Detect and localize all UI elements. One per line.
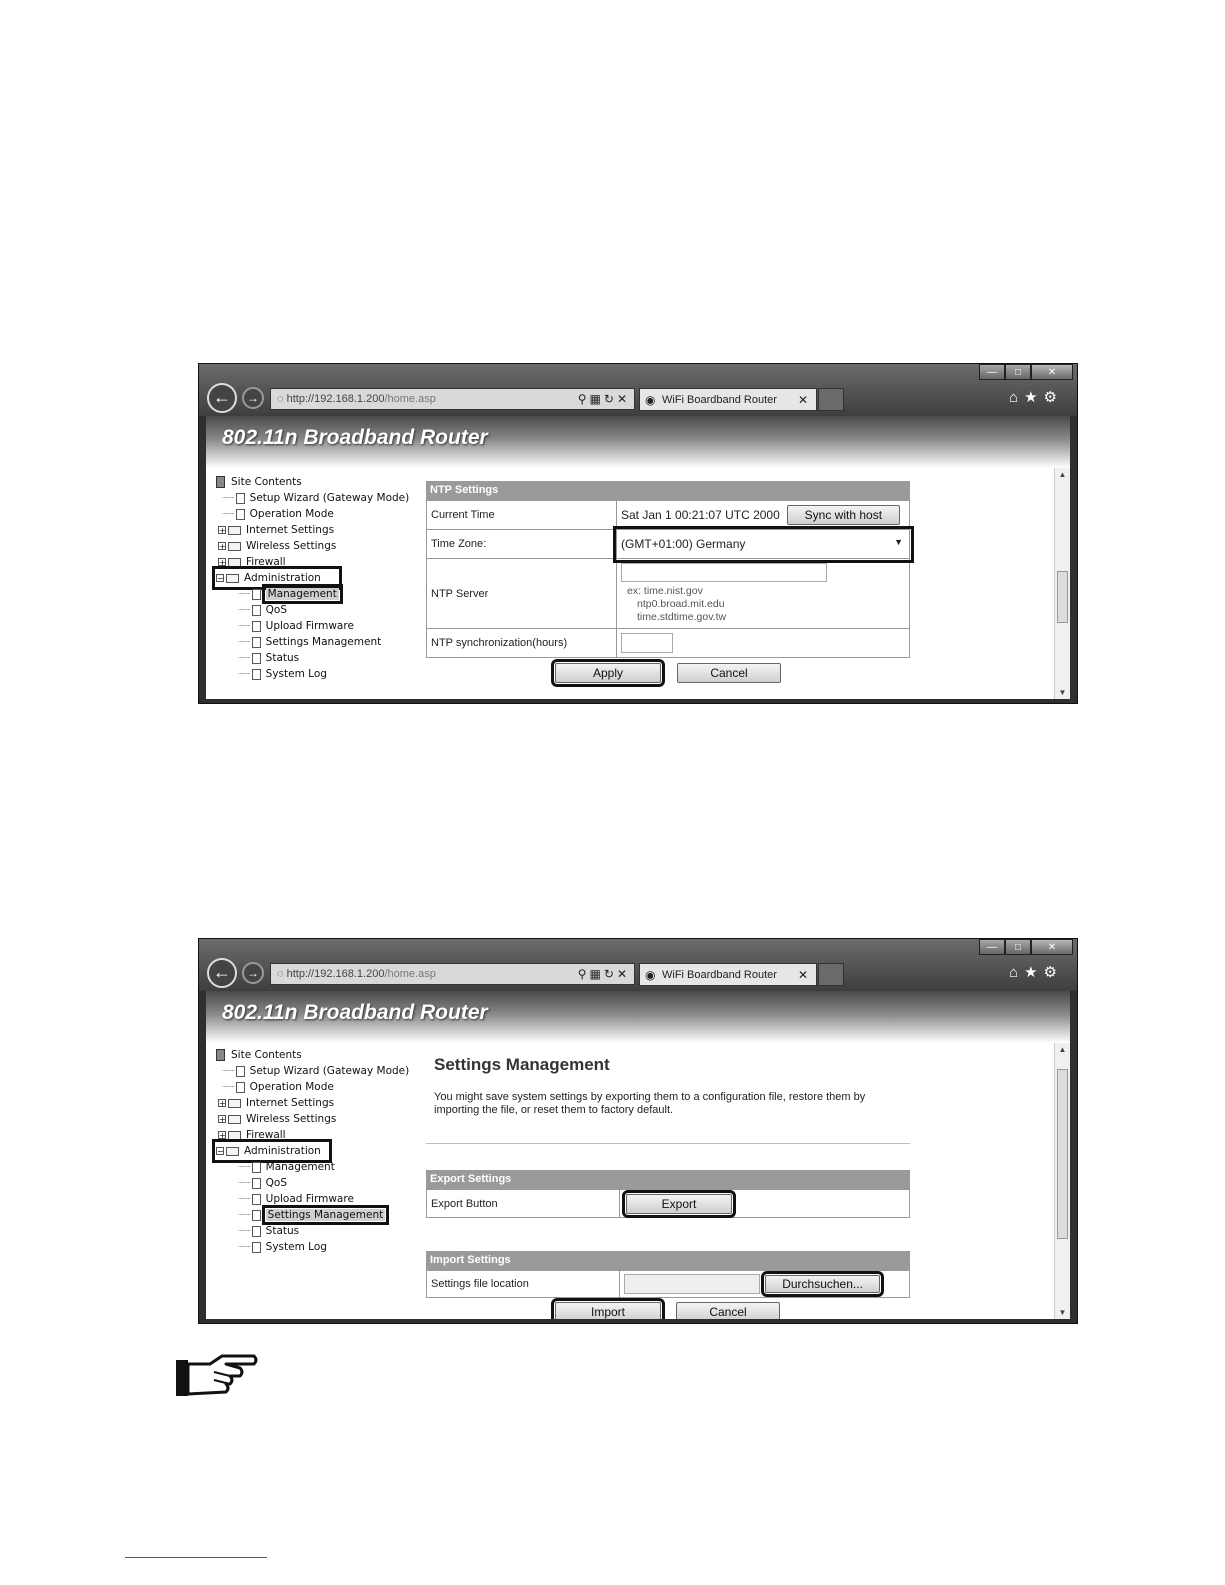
stop-icon[interactable]: ✕ <box>616 967 630 981</box>
banner-title: 802.11n Broadband Router <box>222 1001 488 1024</box>
browser-window-ntp <box>198 363 1078 704</box>
tree-item-management[interactable]: ┈┈ Management <box>238 1161 335 1173</box>
import-cell <box>620 1271 910 1298</box>
browser-window-settings <box>198 938 1078 1324</box>
compat-icon[interactable]: ▦ <box>589 392 604 406</box>
folder-icon <box>228 1115 241 1124</box>
tab-close-icon[interactable]: ✕ <box>797 393 808 407</box>
router-banner <box>206 991 1070 1043</box>
document-icon <box>252 1242 261 1253</box>
address-bar[interactable] <box>270 963 635 985</box>
folder-icon <box>228 1131 241 1140</box>
stop-icon[interactable]: ✕ <box>616 392 630 406</box>
import-button[interactable]: Import <box>555 1302 661 1319</box>
tree-item-firewall[interactable]: + Firewall <box>219 1129 286 1141</box>
tree-item-qos[interactable]: ┈┈ QoS <box>238 1177 288 1189</box>
tree-root[interactable]: Site Contents <box>216 474 302 490</box>
document-icon <box>252 605 261 616</box>
ntp-sync-hours-label: NTP synchronization(hours) <box>427 629 617 658</box>
search-icon[interactable]: ⚲ <box>577 392 590 406</box>
apply-button[interactable]: Apply <box>555 663 661 683</box>
cancel-button[interactable]: Cancel <box>677 663 781 683</box>
document-icon <box>252 621 261 632</box>
refresh-icon[interactable]: ↻ <box>603 392 617 406</box>
pointing-hand-icon <box>170 1350 260 1406</box>
window-controls <box>979 364 1073 380</box>
tree-item-internet[interactable]: + Internet Settings <box>219 1097 335 1109</box>
banner-title: 802.11n Broadband Router <box>222 426 488 449</box>
ntp-server-input[interactable] <box>621 563 827 582</box>
file-path-input[interactable] <box>624 1274 760 1294</box>
ntp-header: NTP Settings <box>426 481 910 500</box>
tree-root[interactable]: Site Contents <box>216 1047 302 1063</box>
ntp-table <box>426 500 910 658</box>
ntp-example-2: ntp0.broad.mit.edu <box>637 598 725 610</box>
gear-icon[interactable]: ⚙ <box>1043 964 1063 981</box>
scroll-down-icon[interactable]: ▼ <box>1058 1308 1067 1317</box>
tree-item-upload-firmware[interactable]: ┈┈ Upload Firmware <box>238 620 354 632</box>
footer-rule <box>125 1557 267 1558</box>
document-icon <box>252 653 261 664</box>
folder-icon <box>228 1099 241 1108</box>
page-viewport <box>206 991 1070 1319</box>
tree-item-administration[interactable]: − Administration <box>216 1143 328 1159</box>
tree-item-internet[interactable]: + Internet Settings <box>219 524 335 536</box>
address-actions <box>578 389 630 409</box>
expand-icon[interactable]: + <box>219 558 226 567</box>
home-icon[interactable]: ⌂ <box>1009 964 1025 981</box>
document-icon <box>236 493 245 504</box>
ntp-example-1: ex: time.nist.gov <box>627 585 703 597</box>
address-actions <box>578 964 630 984</box>
expand-icon[interactable]: + <box>219 1099 226 1108</box>
expand-icon[interactable]: + <box>219 1115 226 1124</box>
time-zone-value: (GMT+01:00) Germany <box>621 537 746 551</box>
vertical-scrollbar[interactable] <box>1054 468 1070 699</box>
scroll-thumb[interactable] <box>1057 571 1068 623</box>
settings-description: You might save system settings by exporting them to a configuration file, restore them by importing the file, or reset them to factory default. <box>434 1091 866 1116</box>
sync-with-host-button[interactable]: Sync with host <box>787 505 900 525</box>
tab-close-icon[interactable]: ✕ <box>797 968 808 982</box>
export-table <box>426 1189 910 1218</box>
page-viewport <box>206 416 1070 699</box>
current-time-label: Current Time <box>427 501 617 530</box>
new-tab-button[interactable] <box>818 388 844 411</box>
ie-icon: ◉ <box>645 393 656 407</box>
vertical-scrollbar[interactable] <box>1054 1043 1070 1319</box>
browser-chrome <box>199 364 1077 416</box>
tree-item-management[interactable]: ┈┈ Management <box>238 588 337 600</box>
document-icon <box>236 509 245 520</box>
url-path: /home.asp <box>384 393 436 405</box>
page-icon: ◌ <box>277 393 287 405</box>
tree-item-system-log[interactable]: ┈┈ System Log <box>238 668 327 680</box>
import-actions <box>426 1298 910 1319</box>
chevron-down-icon: ▼ <box>894 537 903 547</box>
close-icon[interactable]: ✕ <box>1031 364 1073 380</box>
tree-item-setup-wizard[interactable]: ┈┈ Setup Wizard (Gateway Mode) <box>222 1065 410 1077</box>
address-bar[interactable] <box>270 388 635 410</box>
tree-item-upload-firmware[interactable]: ┈┈ Upload Firmware <box>238 1193 354 1205</box>
document-icon <box>252 1178 261 1189</box>
back-icon[interactable]: ← <box>207 383 237 413</box>
current-time-cell <box>617 501 910 530</box>
tab-title: WiFi Boardband Router <box>662 394 777 406</box>
url-host: http://192.168.1.200 <box>286 393 385 405</box>
scroll-up-icon[interactable]: ▲ <box>1058 470 1067 479</box>
browser-tab[interactable] <box>639 388 817 411</box>
expand-icon[interactable]: + <box>219 542 226 551</box>
import-header: Import Settings <box>426 1251 910 1270</box>
page-title: Settings Management <box>434 1055 610 1074</box>
expand-icon[interactable]: + <box>219 1131 226 1140</box>
scroll-up-icon[interactable]: ▲ <box>1058 1045 1067 1054</box>
browse-button[interactable]: Durchsuchen... <box>765 1275 880 1293</box>
document-icon <box>252 1162 261 1173</box>
import-label: Settings file location <box>427 1271 620 1298</box>
ntp-server-label: NTP Server <box>427 559 617 629</box>
tree-item-operation-mode[interactable]: ┈┈ Operation Mode <box>222 1081 334 1093</box>
import-table <box>426 1270 910 1298</box>
star-icon[interactable]: ★ <box>1024 964 1044 981</box>
ntp-settings-panel <box>426 481 910 688</box>
time-zone-label: Time Zone: <box>427 530 617 559</box>
tree-item-wireless[interactable]: + Wireless Settings <box>219 540 337 552</box>
export-cell <box>620 1190 910 1218</box>
document-icon <box>252 1210 261 1221</box>
maximize-icon[interactable]: □ <box>1005 939 1031 955</box>
tree-item-settings-management[interactable]: ┈┈ Settings Management <box>238 1209 384 1221</box>
folder-icon <box>228 542 241 551</box>
minimize-icon[interactable]: — <box>979 939 1005 955</box>
search-icon[interactable]: ⚲ <box>577 967 590 981</box>
star-icon[interactable]: ★ <box>1024 389 1044 406</box>
folder-open-icon <box>226 1147 239 1156</box>
document-icon <box>252 637 261 648</box>
browser-tab[interactable] <box>639 963 817 986</box>
browser-chrome <box>199 939 1077 991</box>
tree-item-wireless[interactable]: + Wireless Settings <box>219 1113 337 1125</box>
scroll-down-icon[interactable]: ▼ <box>1058 688 1067 697</box>
maximize-icon[interactable]: □ <box>1005 364 1031 380</box>
tree-item-status[interactable]: ┈┈ Status <box>238 652 300 664</box>
tree-item-qos[interactable]: ┈┈ QoS <box>238 604 288 616</box>
folder-icon <box>228 558 241 567</box>
document-icon <box>252 589 261 600</box>
refresh-icon[interactable]: ↻ <box>603 967 617 981</box>
gear-icon[interactable]: ⚙ <box>1043 389 1063 406</box>
ntp-example-3: time.stdtime.gov.tw <box>637 611 727 623</box>
tree-item-system-log[interactable]: ┈┈ System Log <box>238 1241 327 1253</box>
document-icon <box>236 1082 245 1093</box>
ie-icon: ◉ <box>645 968 656 982</box>
folder-icon <box>228 526 241 535</box>
page-icon: ◌ <box>277 968 287 980</box>
document-icon <box>252 1226 261 1237</box>
forward-icon[interactable]: → <box>242 962 264 984</box>
back-icon[interactable]: ← <box>207 958 237 988</box>
server-icon <box>216 476 225 488</box>
tree-item-operation-mode[interactable]: ┈┈ Operation Mode <box>222 508 334 520</box>
export-button[interactable]: Export <box>626 1194 732 1214</box>
scroll-thumb[interactable] <box>1057 1069 1068 1239</box>
tree-item-administration[interactable]: − Administration <box>216 570 338 586</box>
divider <box>426 1143 910 1144</box>
forward-icon[interactable]: → <box>242 387 264 409</box>
window-controls <box>979 939 1073 955</box>
export-label: Export Button <box>427 1190 620 1218</box>
new-tab-button[interactable] <box>818 963 844 986</box>
ntp-sync-hours-cell <box>617 629 910 658</box>
ntp-sync-hours-input[interactable] <box>621 633 673 653</box>
url-host: http://192.168.1.200 <box>286 968 385 980</box>
expand-icon[interactable]: + <box>219 526 226 535</box>
compat-icon[interactable]: ▦ <box>589 967 604 981</box>
tree-item-settings-management[interactable]: ┈┈ Settings Management <box>238 636 382 648</box>
document-icon <box>236 1066 245 1077</box>
collapse-icon[interactable]: − <box>217 574 224 583</box>
tree-item-setup-wizard[interactable]: ┈┈ Setup Wizard (Gateway Mode) <box>222 492 410 504</box>
folder-open-icon <box>226 574 239 583</box>
close-icon[interactable]: ✕ <box>1031 939 1073 955</box>
home-icon[interactable]: ⌂ <box>1009 389 1025 406</box>
tree-item-status[interactable]: ┈┈ Status <box>238 1225 300 1237</box>
tab-title: WiFi Boardband Router <box>662 969 777 981</box>
settings-management-panel <box>426 1047 910 1319</box>
toolbar-icons <box>1009 963 1063 981</box>
time-zone-select[interactable] <box>617 530 910 559</box>
tree-item-firewall[interactable]: + Firewall <box>219 556 286 568</box>
router-banner <box>206 416 1070 468</box>
ntp-server-cell <box>617 559 910 629</box>
url-path: /home.asp <box>384 968 436 980</box>
toolbar-icons <box>1009 388 1063 406</box>
server-icon <box>216 1049 225 1061</box>
collapse-icon[interactable]: − <box>217 1147 224 1156</box>
current-time-value: Sat Jan 1 00:21:07 UTC 2000 <box>621 508 780 522</box>
document-icon <box>252 1194 261 1205</box>
ntp-actions <box>426 658 910 688</box>
minimize-icon[interactable]: — <box>979 364 1005 380</box>
document-icon <box>252 669 261 680</box>
cancel-button[interactable]: Cancel <box>676 1302 780 1319</box>
export-header: Export Settings <box>426 1170 910 1189</box>
